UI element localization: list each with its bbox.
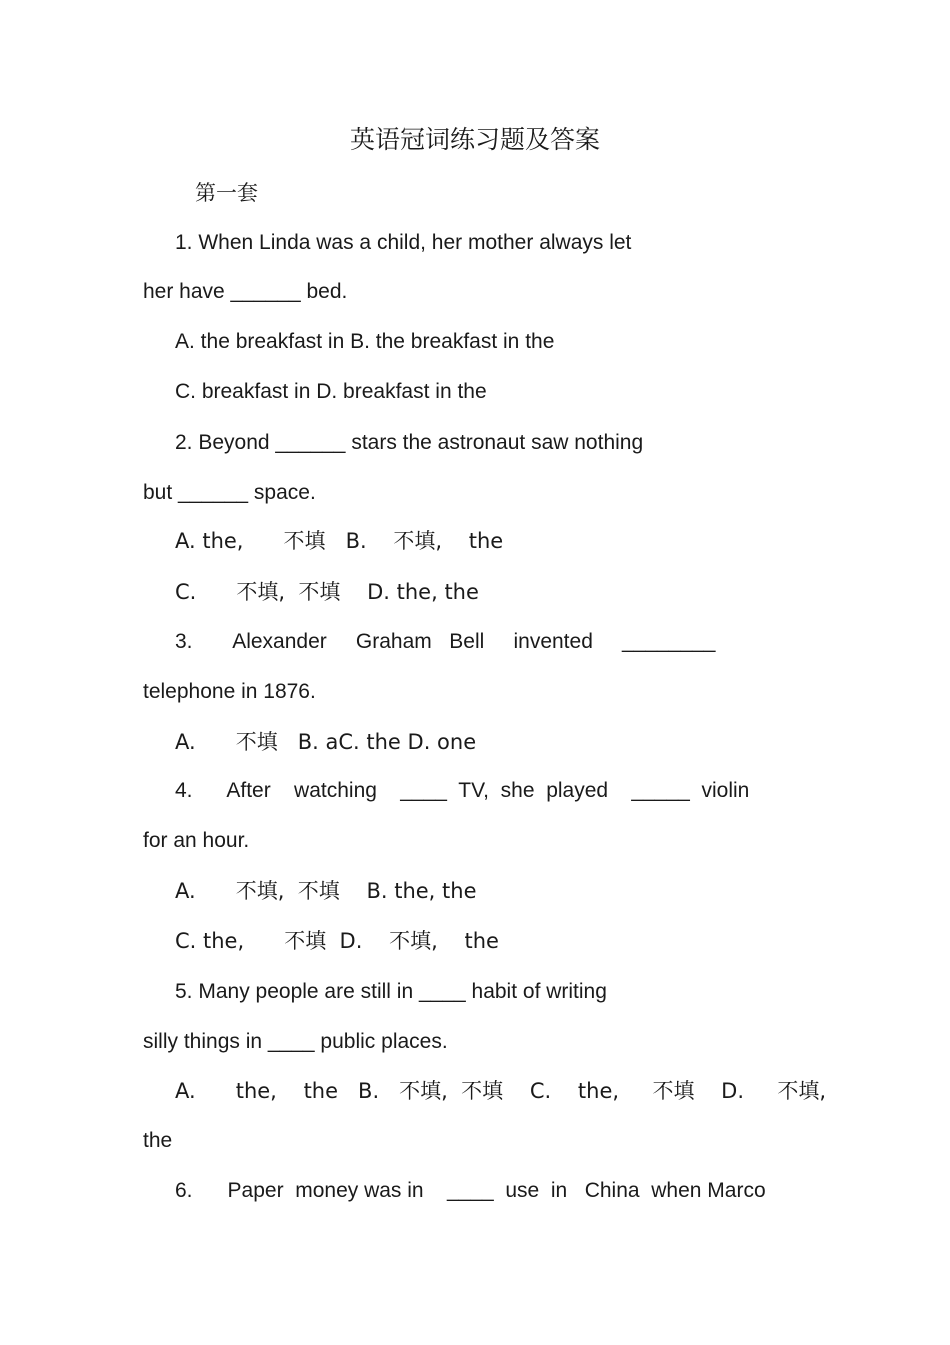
question-3-stem: 3. Alexander Graham Bell invented ________ [175, 630, 716, 653]
question-1-options-ab: A. the breakfast in B. the breakfast in the [175, 330, 555, 353]
question-4-options-cd: C. the, 不填 D. 不填, the [175, 929, 499, 953]
question-1-stem-cont: her have ______ bed. [143, 280, 348, 303]
question-4-stem-cont: for an hour. [143, 829, 250, 852]
question-2-stem-cont: but ______ space. [143, 481, 316, 504]
question-2-stem: 2. Beyond ______ stars the astronaut saw nothing [175, 431, 644, 454]
question-3-stem-cont: telephone in 1876. [143, 680, 316, 703]
question-5-options-cont: the [143, 1129, 173, 1152]
question-5-stem: 5. Many people are still in ____ habit of writing [175, 980, 607, 1003]
question-5-options: A. the, the B. 不填, 不填 C. the, 不填 D. 不填, [175, 1079, 827, 1103]
question-2-options-ab: A. the, 不填 B. 不填, the [175, 529, 504, 553]
question-6-stem: 6. Paper money was in ____ use in China when Marco [175, 1179, 766, 1202]
question-5-stem-cont: silly things in ____ public places. [143, 1030, 448, 1053]
question-1-stem: 1. When Linda was a child, her mother always let [175, 231, 632, 254]
section-heading: 第一套 [195, 181, 258, 205]
question-4-stem: 4. After watching ____ TV, she played _____ violin [175, 779, 750, 802]
question-1-options-cd: C. breakfast in D. breakfast in the [175, 380, 487, 403]
question-3-options: A. 不填 B. aC. the D. one [175, 730, 477, 754]
question-4-options-ab: A. 不填, 不填 B. the, the [175, 879, 477, 903]
question-2-options-cd: C. 不填, 不填 D. the, the [175, 580, 479, 604]
document-title: 英语冠词练习题及答案 [349, 125, 600, 154]
